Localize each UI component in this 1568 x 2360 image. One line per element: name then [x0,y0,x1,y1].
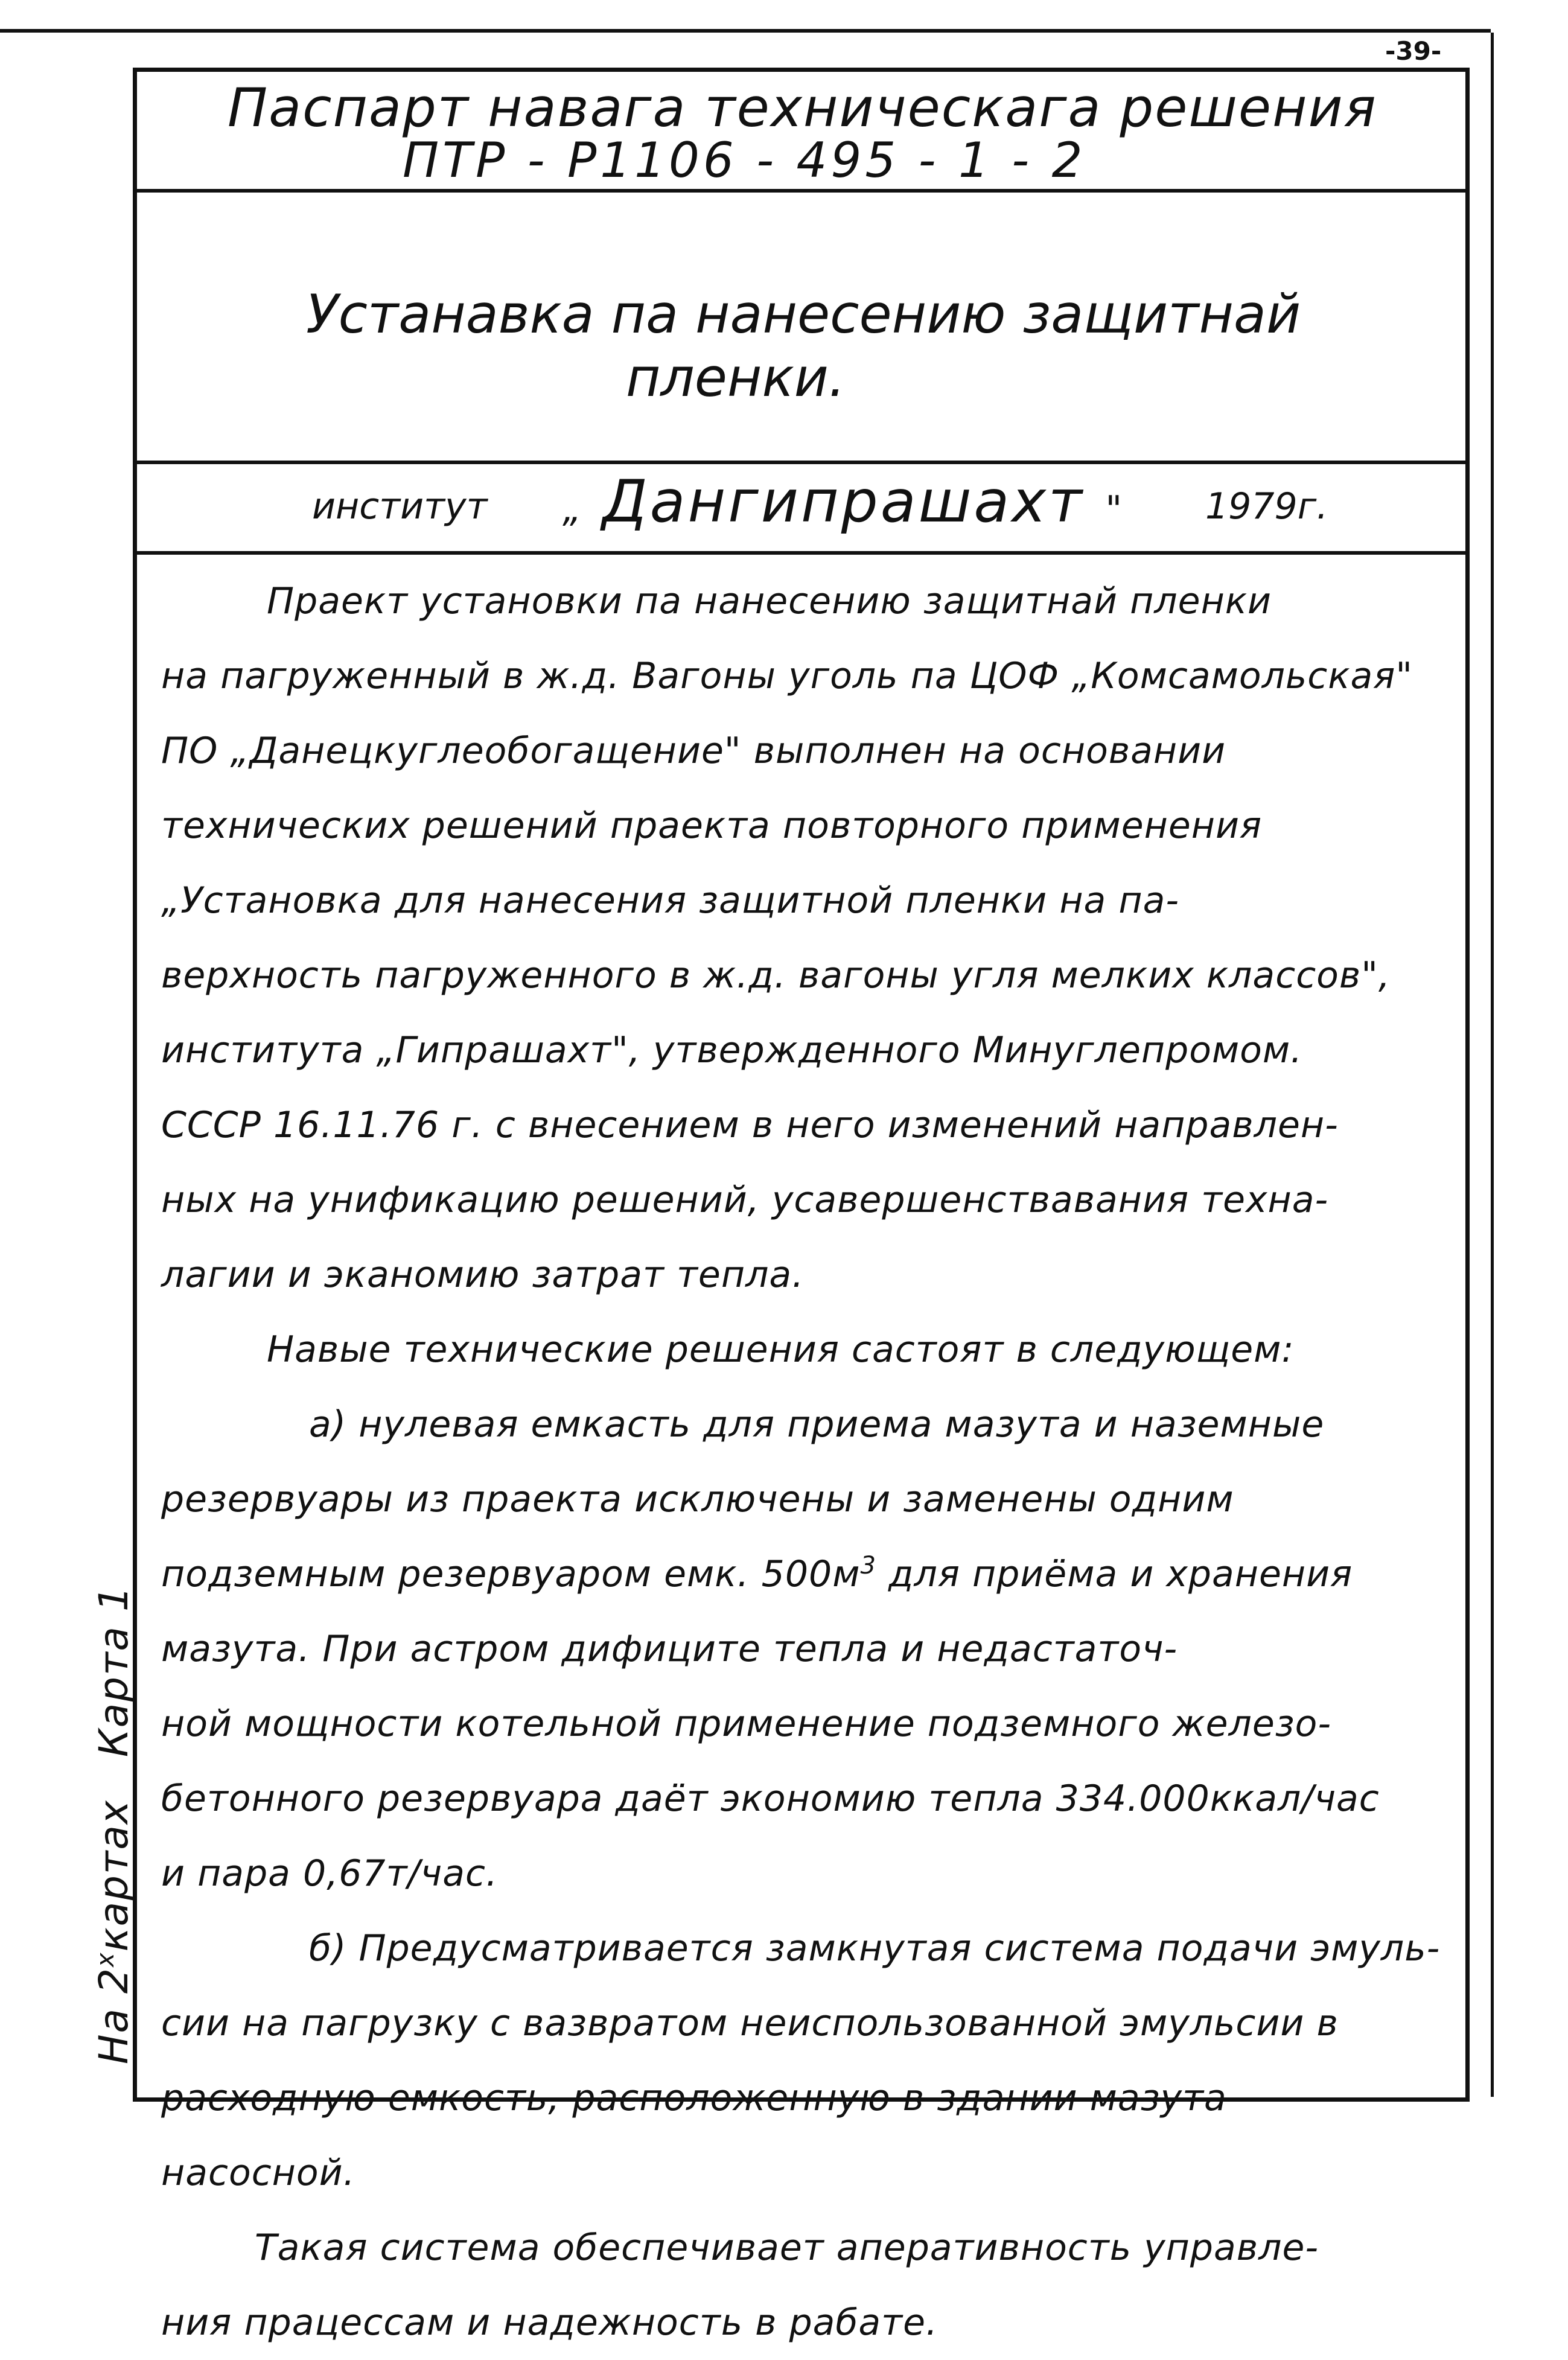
right-rule [1491,33,1494,2097]
body-line-with-superscript [161,1537,1453,1612]
side-note-cards: картах [91,1799,137,1952]
title-header [137,193,1465,464]
body-line: „Установка для нанесения защитной пленки на па- [161,879,1180,922]
body-line-tail: для приёма и хранения [876,1553,1353,1595]
body-line-text: подземным резервуаром емк. 500м [161,1553,861,1595]
body-line: насосной. [161,2152,355,2194]
institute-name: Дангипрашахт [602,468,1085,535]
body-line: лагии и эканомию затрат тепла. [161,1254,805,1296]
page-number: -39- [1385,36,1442,66]
body-line: бетонного резервуара даёт экономию тепла 334.000ккал/час [161,1778,1380,1820]
body-line: мазута. При астром дифиците тепла и недастаточ- [161,1628,1178,1670]
body-line: Такая система обеспечивает аперативность управле- [255,2227,1319,2269]
body-line: расходную емкость, расположенную в здании мазута- [161,2077,1241,2119]
passport-title: Паспарт навага техническага решения [228,77,1377,139]
body-line: института „Гипрашахт", утвержденного Минуглепромом. [161,1029,1303,1071]
side-note [91,1585,137,2064]
passport-code: ПТР - Р1106 - 495 - 1 - 2 [403,132,1086,188]
body-line: а) нулевая емкасть для приема мазута и наземные [309,1403,1325,1446]
top-rule [0,29,1491,33]
institute-open-quote: „ [563,488,582,531]
body-text [161,564,1453,2360]
body-line: резервуары из праекта исключены и заменены одним [161,1478,1234,1520]
body-line: ной мощности котельной применение подземного железо- [161,1703,1332,1745]
side-note-count: На 2 [91,1966,137,2064]
superscript-3: 3 [860,1552,876,1580]
body-line: Праект установки па нанесению защитнай пленки [267,580,1272,622]
document-frame [133,68,1470,2344]
institute-label: институт [312,485,488,528]
document-title-line2: пленки. [626,346,846,409]
body-line: ных на унификацию решений, усавершенствавания техна- [161,1179,1329,1221]
institute-name-row [563,468,1122,535]
institute-header [137,464,1465,555]
body-line: сии на пагрузку с вазвратом неиспользованной эмульсии в [161,2002,1339,2044]
side-note-superscript: х [92,1951,120,1967]
passport-header [137,72,1465,193]
body-line: верхность пагруженного в ж.д. вагоны угля мелких классов", [161,954,1391,997]
body-line: Навые технические решения састоят в следующем: [267,1328,1295,1371]
body-line: ния працессам и надежность в рабате. [161,2301,939,2344]
side-note-card-number: Карта 1 [91,1585,137,1758]
body-line: на пагруженный в ж.д. Вагоны уголь па ЦОФ „Комсамольская" [161,655,1413,697]
body-line: и пара 0,67т/час. [161,1852,499,1895]
institute-close-quote: " [1105,488,1123,531]
document-title-line1: Устанавка па нанесению защитнай [306,283,1301,345]
body-line: ПО „Данецкуглеобогащение" выполнен на основании [161,730,1226,772]
year: 1979г. [1205,485,1328,528]
body-line: СССР 16.11.76 г. с внесением в него изменений направлен- [161,1104,1339,1146]
body-line: б) Предусматривается замкнутая система подачи эмуль- [309,1927,1441,1969]
body-line: технических решений праекта повторного применения [161,805,1263,847]
